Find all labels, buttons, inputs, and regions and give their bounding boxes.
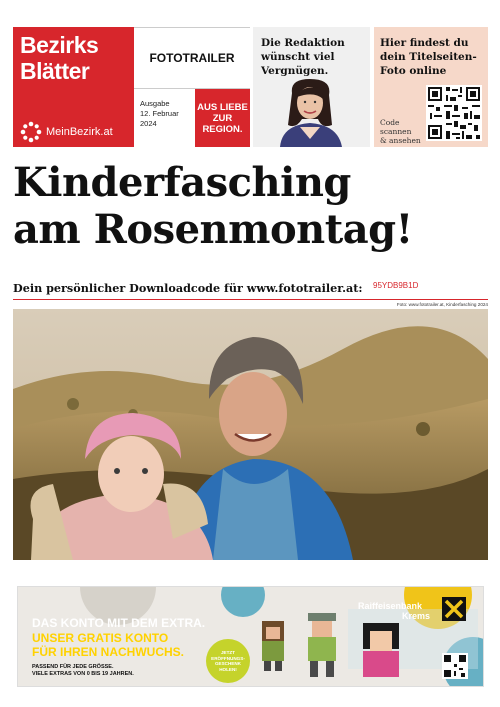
ad-small-line-1: PASSEND FÜR JEDE GRÖSSE. xyxy=(32,664,114,670)
logo-line-2: Blätter xyxy=(20,58,90,84)
scan-hint xyxy=(380,118,421,145)
section-title: FOTOTRAILER xyxy=(134,27,250,89)
ad-offer-line-1: UNSER GRATIS KONTO xyxy=(32,631,169,645)
redaktion-line: Vergnügen. xyxy=(261,65,329,77)
scan-line: Code xyxy=(380,118,400,127)
issue-date: 12. Februar xyxy=(140,109,179,118)
qr-code-icon[interactable] xyxy=(426,85,482,141)
bank-name xyxy=(358,601,430,621)
cover-line: dein Titelseiten- xyxy=(380,51,477,63)
bezirksblaetter-logo xyxy=(13,27,134,147)
download-subline: Dein persönlicher Downloadcode für www.fototrailer.at: xyxy=(13,281,363,295)
badge-line: GESCHENK xyxy=(214,661,242,666)
download-code[interactable]: 95YDB9B1D xyxy=(373,281,419,290)
editor-portrait xyxy=(266,79,356,147)
photo-credit: Foto: www.fototrailer.at, Kinderfasching 2024 xyxy=(396,302,488,307)
redaktion-text xyxy=(261,36,345,78)
logo-site-label: MeinBezirk.at xyxy=(46,126,113,138)
redaktion-line: wünscht viel xyxy=(261,51,335,63)
issue-label: Ausgabe xyxy=(140,99,170,108)
scan-line: scannen xyxy=(380,127,412,136)
slogan-line: REGION. xyxy=(202,123,243,135)
issue-info xyxy=(140,99,195,129)
headline xyxy=(13,159,493,253)
divider xyxy=(13,299,488,300)
cover-photo xyxy=(13,309,488,560)
slogan-line: ZUR xyxy=(212,112,233,124)
ad-small-line-2: VIELE EXTRAS VON 0 BIS 19 JAHREN. xyxy=(32,671,134,677)
badge-line: HOLEN! xyxy=(219,666,237,672)
cover-line: Hier findest du xyxy=(380,37,469,49)
cover-photo-box xyxy=(374,27,488,147)
badge-line: JETZT xyxy=(220,650,236,655)
ad-headline: DAS KONTO MIT DEM EXTRA. xyxy=(32,616,206,630)
ad-badge[interactable] xyxy=(206,639,250,683)
cover-line: Foto online xyxy=(380,65,447,77)
logo-line-1: Bezirks xyxy=(20,32,99,58)
raiffeisen-ad[interactable] xyxy=(17,586,484,687)
bank-line-1: Raiffeisenbank xyxy=(358,601,423,611)
headline-line-2: am Rosenmontag! xyxy=(13,206,413,253)
cover-text xyxy=(380,36,477,78)
slogan-line: AUS LIEBE xyxy=(197,101,248,113)
issue-year: 2024 xyxy=(140,119,157,128)
bank-line-2: Krems xyxy=(402,611,431,621)
logo-site xyxy=(20,121,113,143)
ad-offer-line-2: FÜR IHREN NACHWUCHS. xyxy=(32,645,184,659)
redaktion-box xyxy=(253,27,370,147)
headline-line-1: Kinderfasching xyxy=(13,159,351,206)
badge-line: ERÖFFNUNGS- xyxy=(211,655,245,661)
slogan-box xyxy=(195,89,250,147)
redaktion-line: Die Redaktion xyxy=(261,37,345,49)
scan-line: & ansehen xyxy=(380,136,421,145)
cover-photo-image xyxy=(13,309,488,560)
meinbezirk-icon xyxy=(20,121,42,143)
